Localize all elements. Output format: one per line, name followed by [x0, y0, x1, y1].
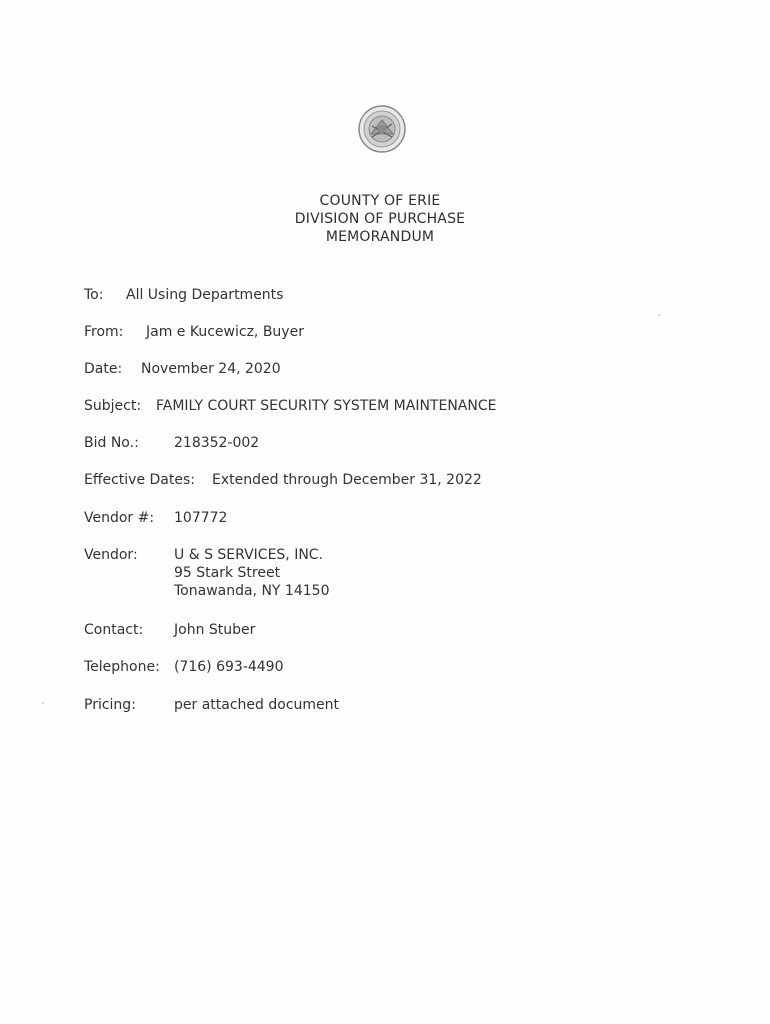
field-contact-value: John Stuber	[174, 622, 256, 638]
field-subject-value: FAMILY COURT SECURITY SYSTEM MAINTENANCE	[156, 398, 497, 414]
vendor-address-block	[174, 546, 329, 600]
field-vendor-number-value: 107772	[174, 510, 228, 526]
field-telephone-label: Telephone:	[84, 659, 160, 675]
vendor-name: U & S SERVICES, INC.	[174, 547, 324, 563]
field-subject-label: Subject:	[84, 398, 142, 414]
vendor-city: Tonawanda, NY 14150	[174, 583, 330, 599]
field-vendor-label: Vendor:	[84, 547, 138, 563]
field-effective-dates-value: Extended through December 31, 2022	[212, 472, 482, 488]
county-seal-icon	[357, 104, 407, 154]
field-from-label: From:	[84, 324, 124, 340]
field-effective-dates-label: Effective Dates:	[84, 472, 196, 488]
field-bid-no-value: 218352-002	[174, 435, 260, 451]
scan-speck	[42, 702, 44, 704]
field-to-label: To:	[84, 287, 104, 303]
header-county: COUNTY OF ERIE	[319, 193, 441, 209]
field-from-value: Jam e Kucewicz, Buyer	[146, 324, 304, 340]
field-telephone-value: (716) 693-4490	[174, 659, 284, 675]
scan-speck	[658, 314, 660, 316]
field-vendor-number-label: Vendor #:	[84, 510, 155, 526]
vendor-street: 95 Stark Street	[174, 565, 281, 581]
field-date-label: Date:	[84, 361, 123, 377]
field-pricing-value: per attached document	[174, 697, 339, 713]
memo-header	[230, 192, 530, 246]
field-contact-label: Contact:	[84, 622, 144, 638]
field-bid-no-label: Bid No.:	[84, 435, 139, 451]
field-pricing-label: Pricing:	[84, 697, 136, 713]
header-division: DIVISION OF PURCHASE	[294, 211, 466, 227]
header-title: MEMORANDUM	[325, 229, 435, 245]
field-date-value: November 24, 2020	[141, 361, 281, 377]
field-to-value: All Using Departments	[126, 287, 284, 303]
